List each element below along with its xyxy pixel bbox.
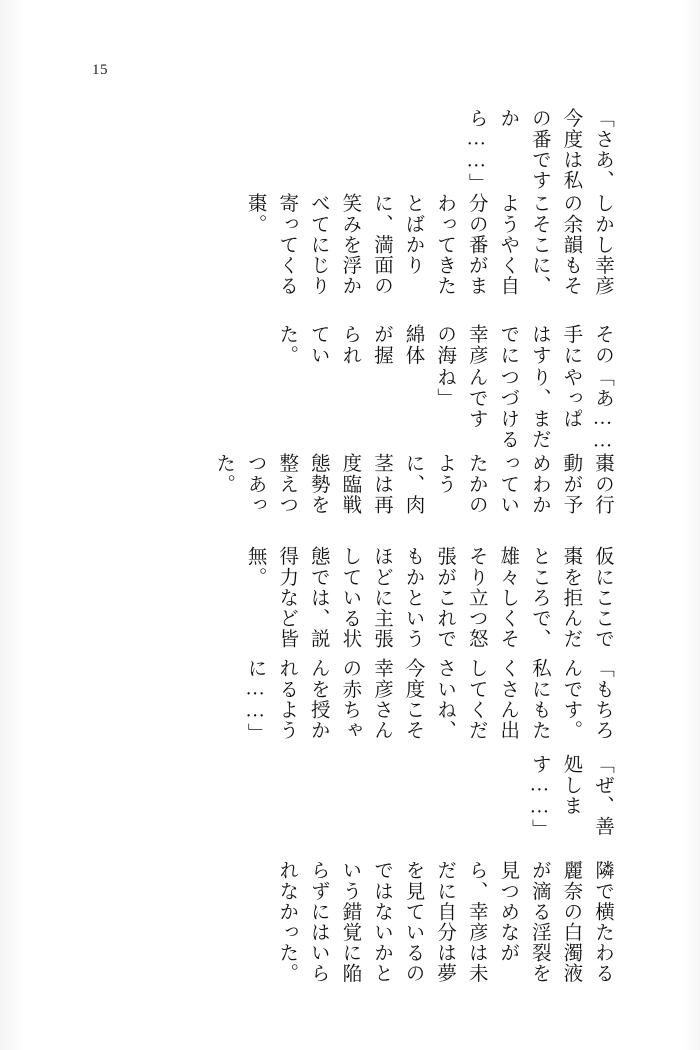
paragraph: 棗の行動が予めわかっていたかのように、肉茎は再度臨戦態勢を整えつつあった。 (213, 452, 613, 515)
paragraph: その手にはすでに幸彦の海綿体が握られていた。 (276, 323, 613, 366)
page-body-text (78, 108, 618, 988)
paragraph: 「もちろんです。 私にもたくさん出してくださいね、今度こそ幸彦さんの赤ちゃんを授かれるように……」 (244, 658, 613, 752)
paragraph: 仮にここで棗を拒んだところで、雄々しくそそり立つ怒張がこれでもかというほどに主張している状態では、説得力など皆無。 (244, 545, 613, 649)
paragraph: しかし幸彦の余韻もそこそこに、ようやく自分の番がまわってきたとばかりに、満面の笑みを浮かべてにじり寄ってくる棗。 (244, 193, 613, 297)
page-number: 15 (92, 62, 108, 78)
paragraph: 「さあ、今度は私の番ですから……」 (465, 108, 613, 194)
paragraph: 「あ……やっぱり、まだつづけるんですね」 (434, 367, 613, 453)
paragraph: 隣で横たわる麗奈の白濁液が滴る淫裂を見つめながら、幸彦は未だに自分は夢を見ているのではないかという錯覚に陥らずにはいられなかった。 (276, 859, 613, 984)
paragraph: 「ぜ、善処します……」 (528, 754, 613, 840)
